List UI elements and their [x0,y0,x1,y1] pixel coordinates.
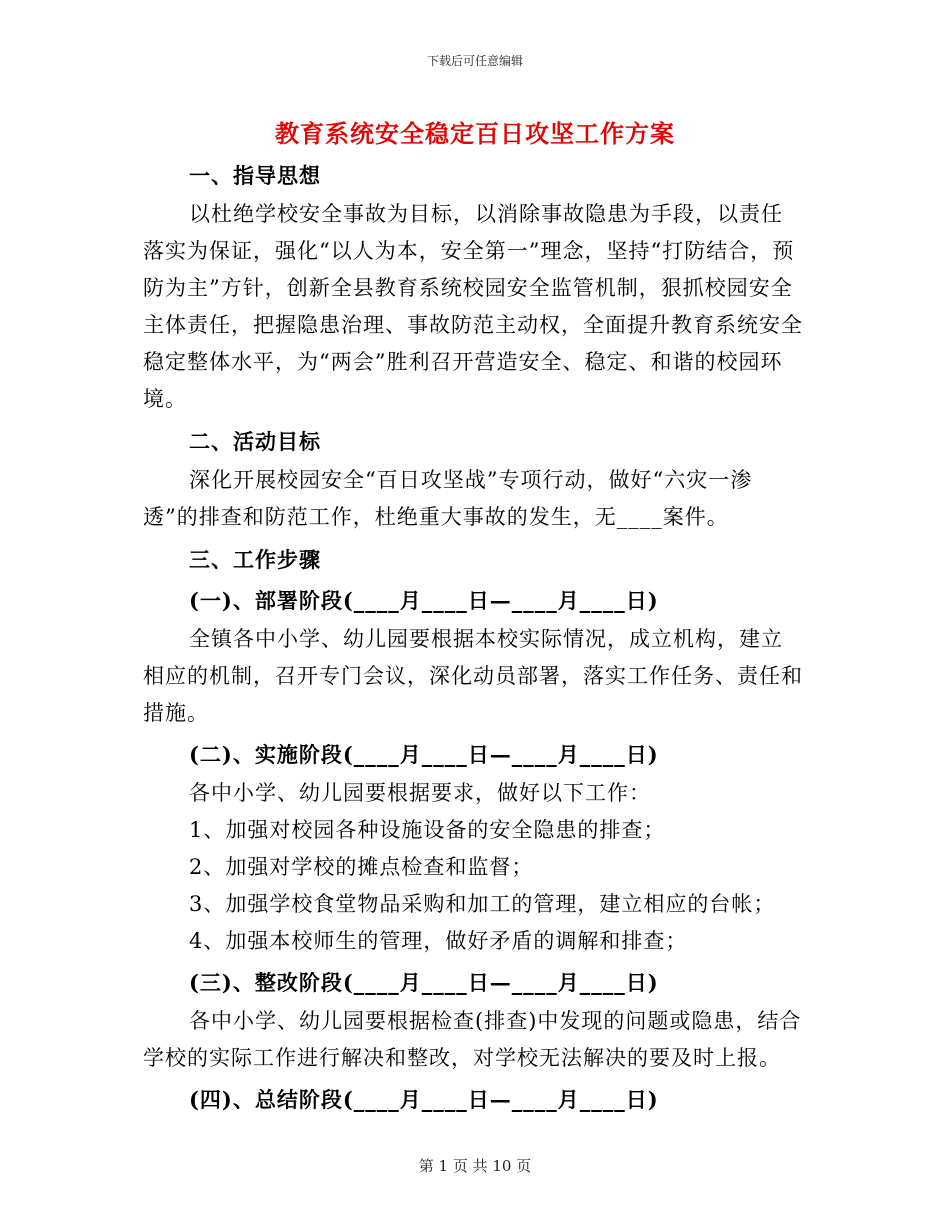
section-heading-goals: 二、活动目标 [189,429,321,454]
phase-heading-deployment: (一)、部署阶段(____月____日—____月____日) [189,588,659,613]
document-title: 教育系统安全稳定百日攻坚工作方案 [275,119,675,148]
paragraph-implementation-intro: 各中小学、幼儿园要根据要求，做好以下工作： [189,781,651,805]
phase-heading-rectification: (三)、整改阶段(____月____日—____月____日) [189,970,659,995]
list-item: 2、加强对学校的摊点检查和监督； [189,855,534,879]
document-body [143,152,803,1120]
paragraph-rectification: 各中小学、幼儿园要根据检查(排查)中发现的问题或隐患，结合学校的实际工作进行解决和整改，对学校无法解决的要及时上报。 [143,1009,802,1070]
list-item: 1、加强对校园各种设施设备的安全隐患的排查； [189,818,666,842]
paragraph-guiding-ideology: 以杜绝学校安全事故为目标，以消除事故隐患为手段，以责任落实为保证，强化“以人为本，安全第一”理念，坚持“打防结合，预防为主”方针，创新全县教育系统校园安全监管机制，狠抓校园安全主体责任，把握隐患治理、事故防范主动权，全面提升教育系统安全稳定整体水平，为“两会”胜利召开营造安全、稳定、和谐的校园环境。 [143,202,803,411]
phase-heading-summary: (四)、总结阶段(____月____日—____月____日) [189,1087,659,1112]
paragraph-deployment: 全镇各中小学、幼儿园要根据本校实际情况，成立机构，建立相应的机制，召开专门会议，深化动员部署，落实工作任务、责任和措施。 [143,627,803,725]
list-item: 4、加强本校师生的管理，做好矛盾的调解和排查； [189,929,688,953]
paragraph-goals: 深化开展校园安全“百日攻坚战”专项行动，做好“六灾一渗透”的排查和防范工作，杜绝重大事故的发生，无____案件。 [143,468,753,529]
page-footer: 第 1 页 共 10 页 [418,1157,532,1175]
section-heading-guiding-ideology: 一、指导思想 [189,163,321,188]
section-heading-steps: 三、工作步骤 [189,547,321,572]
list-item: 3、加强学校食堂物品采购和加工的管理，建立相应的台帐； [189,892,776,916]
header-note: 下载后可任意编辑 [426,54,523,68]
phase-heading-implementation: (二)、实施阶段(____月____日—____月____日) [189,742,659,767]
